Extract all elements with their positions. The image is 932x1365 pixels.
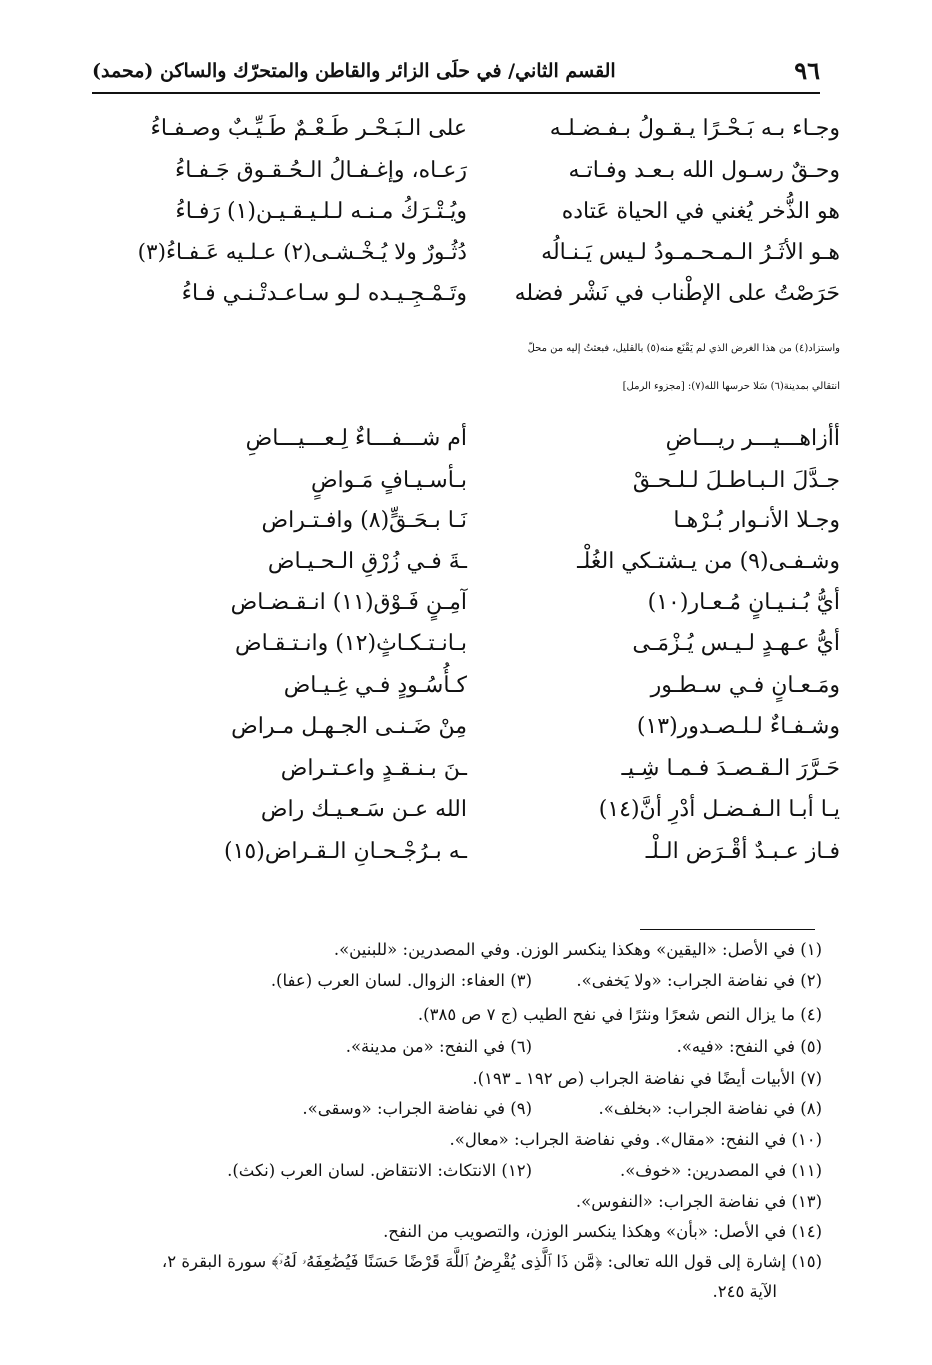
poem2-sadr-5: أيُّ بُـنـيـانٍ مُـعـار(١٠) (647, 590, 840, 615)
poem1-sadr-4: هـو الأثَـرُ الـمـحـمـودُ لـيس يَـنـالُه (541, 240, 840, 265)
running-head: القسم الثاني/ في حلَى الزائر والقاطن والمتحرّك والساكن (محمد) (92, 60, 616, 82)
poem1-ajuz-5: وتَـمْـجِـيـده لـو سـاعـدتْـنـي فـاءُ (181, 281, 467, 306)
poem2-ajuz-10: الله عـن سَـعـيـك راض (260, 797, 467, 822)
poem2-ajuz-7: كـأُسُـودٍ فـي غِـيـاض (283, 673, 467, 698)
poem2-ajuz-2: بـأسـيـافٍ مَـواضٍ (310, 468, 467, 493)
page-header (92, 52, 820, 92)
poem1-ajuz-2: رَعـاه، وإغـفـالُ الـحُـقـوق جَـفـاءُ (174, 158, 467, 183)
poem1-sadr-2: وحـقٌ رسـول الله بـعـد وفـاتـه (568, 158, 840, 183)
poem2-ajuz-1: أم شـــفـــاءٌ لِـعـــيـــاضِ (245, 426, 467, 451)
footnote-separator (640, 929, 815, 930)
poem2-sadr-3: وجـلا الأنـوار بُـرْهـا (673, 508, 840, 533)
poem2-ajuz-8: مِنْ ضَـنـى الجـهـل مـراض (231, 714, 467, 739)
poem2-sadr-6: أيُّ عـهـدٍ لـيـس يُـزْمَـى (632, 631, 840, 656)
poem2-sadr-4: وشـفـى(٩) من يـشتـكي الغُلْـ (577, 549, 840, 574)
poem2-sadr-1: أأزاهـــيـــر ريـــاضِ (665, 426, 840, 451)
poem2-ajuz-9: ـنَ بـنـقـدٍ واعـتـراض (280, 756, 467, 781)
footnote-3: (٣) العفاء: الزوال. لسان العرب (عفا). (270, 971, 532, 990)
poem2-ajuz-3: نَـا بـحَـقٍّ(٨) وافـتـراض (261, 508, 467, 533)
page-number: ٩٦ (794, 56, 820, 85)
footnote-5: (٥) في النفح: «فيه». (676, 1037, 822, 1056)
prose-line-2: انتقالي بمدينة(٦) سَلا حرسها الله(٧): [مجزوء الرمل] (622, 381, 840, 392)
poem2-sadr-8: وشـفـاءٌ لـلـصـدور(١٣) (636, 714, 840, 739)
poem2-sadr-10: يـا أبـا الـفـضـل أدْرِ أنَّ(١٤) (598, 797, 840, 822)
poem2-sadr-11: فـاز عـبـدٌ أقْـرَض الـلْـ (645, 839, 840, 864)
poem2-ajuz-5: آمِـنٍ فَـوْق(١١) انـقـضـاض (230, 590, 467, 615)
footnote-8: (٨) في نفاضة الجراب: «بخلف». (598, 1099, 822, 1118)
prose-paragraph (112, 330, 840, 406)
poem1-ajuz-1: على الـبَـحْـر طَـعْـمٌ طَـيِّـبٌ وصـفـاءُ (150, 116, 467, 141)
footnote-13: (١٣) في نفاضة الجراب: «النفوس». (575, 1192, 822, 1211)
poem1-ajuz-3: ويُـتْـرَكُ مـنـه لـلـيـقـيـن(١) رَفـاءُ (175, 199, 467, 224)
footnote-12: (١٢) الانتكاث: الانتقاض. لسان العرب (نكث). (227, 1161, 532, 1180)
footnote-1: (١) في الأصل: «اليقين» وهكذا ينكسر الوزن. وفي المصدرين: «للبنين». (333, 940, 822, 959)
poem1-ajuz-4: دُثُـورٌ ولا يُـخْـشـى(٢) عـلـيه عَـفـاءُ(٣) (137, 240, 467, 265)
poem1-sadr-1: وجـاء بـه بَـحْـرًا يـقـولُ بـفـضـلـه (549, 116, 840, 141)
prose-line-1: واستزاد(٤) من هذا الغرض الذي لم يَقْنَع منه(٥) بالقليل، فبعثتُ إليه من محلّ (527, 343, 840, 354)
footnote-9: (٩) في نفاضة الجراب: «وسقى». (302, 1099, 532, 1118)
footnote-6: (٦) في النفح: «من مدينة». (345, 1037, 532, 1056)
footnote-14: (١٤) في الأصل: «بأن» وهكذا ينكسر الوزن، والتصويب من النفح. (383, 1222, 822, 1241)
poem2-ajuz-6: بـانـتـكـاثٍ(١٢) وانـتـقـاض (235, 631, 467, 656)
poem2-ajuz-4: ـةَ فـي زُرْقِ الـحـيـاض (267, 549, 467, 574)
footnote-2: (٢) في نفاضة الجراب: «ولا يَخفى». (576, 971, 822, 990)
poem2-sadr-2: جـدَّلَ الـبـاطـلَ لـلـحـقْ (632, 468, 840, 493)
footnote-10: (١٠) في النفح: «مقال». وفي نفاضة الجراب: «معال». (449, 1130, 822, 1149)
footnote-15-line-1: (١٥) إشارة إلى قول الله تعالى: ﴿مَّن ذَا ٱلَّذِى يُقْرِضُ ٱللَّهَ قَرْضًا حَسَنًا فَيُضَٰعِفَهُۥ لَهُۥٓ﴾ سورة البقرة ٢، (161, 1252, 822, 1271)
poem2-sadr-9: حَـرَّرَ الـقـصـدَ فـمـا شِـيـ (621, 756, 840, 781)
footnote-7: (٧) الأبيات أيضًا في نفاضة الجراب (ص ١٩٢ ـ ١٩٣). (472, 1069, 822, 1088)
poem2-ajuz-11: ـه بـرُجْـحـانِ الـقـراض(١٥) (224, 839, 467, 864)
header-rule (92, 92, 820, 94)
poem1-sadr-3: هو الذُّخر يُغني في الحياة عَتاده (561, 199, 840, 224)
poem2-sadr-7: ومَـعـانٍ فـي سـطـور (650, 673, 840, 698)
footnote-4: (٤) ما يزال النص شعرًا ونثرًا في نفح الطيب (ج ٧ ص ٣٨٥). (417, 1005, 822, 1024)
footnote-15-line-2: الآية ٢٤٥. (712, 1282, 777, 1301)
footnote-11: (١١) في المصدرين: «خوف». (619, 1161, 822, 1180)
poem1-sadr-5: حَرَصْتُ على الإطْناب في نَشْر فضله (514, 281, 840, 306)
